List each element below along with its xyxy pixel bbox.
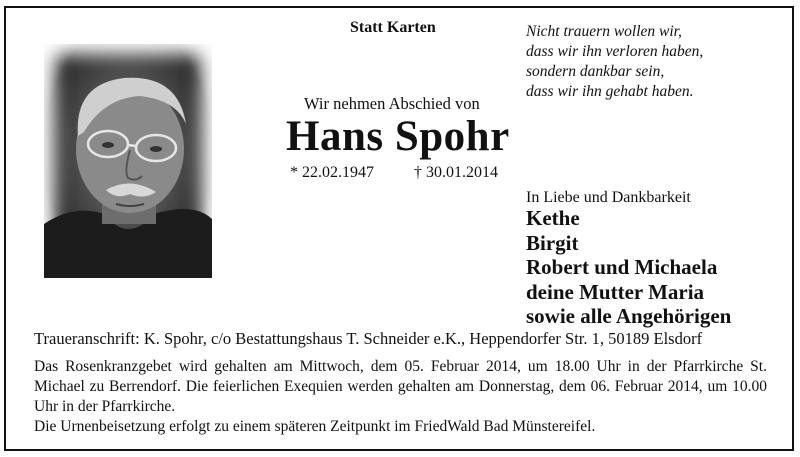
birth-date: * 22.02.1947 <box>290 164 374 181</box>
poem-line: sondern dankbar sein, <box>526 63 665 80</box>
death-date: † 30.01.2014 <box>414 164 498 181</box>
mourning-address: Traueranschrift: K. Spohr, c/o Bestattungshaus T. Schneider e.K., Heppendorfer Str. 1, 50189 Elsdorf <box>34 329 703 348</box>
deceased-name: Hans Spohr <box>286 113 510 160</box>
mourner-name: Birgit <box>526 230 579 255</box>
notice-header: Statt Karten <box>350 19 436 36</box>
burial-paragraph: Die Urnenbeisetzung erfolgt zu einem späteren Zeitpunkt im FriedWald Bad Münstereifel. <box>34 418 596 435</box>
portrait-photo <box>44 44 212 278</box>
poem-line: dass wir ihn gehabt haben. <box>526 83 694 100</box>
service-details <box>34 357 767 437</box>
mourner-name: deine Mutter Maria <box>526 279 705 304</box>
service-paragraph: Das Rosenkranzgebet wird gehalten am Mittwoch, dem 05. Februar 2014, um 18.00 Uhr in der Pfarrkirche St. Michael zu Berrendorf. Die feierlichen Exequien werden gehalten am Donnerstag, dem 06. Februar 2014, um 10.00 Uhr in der Pfarrkirche. <box>34 358 767 415</box>
mourners-intro: In Liebe und Dankbarkeit <box>526 189 691 206</box>
farewell-intro: Wir nehmen Abschied von <box>304 94 480 113</box>
mourner-name: sowie alle Angehörigen <box>526 304 732 328</box>
mourner-name: Kethe <box>526 206 580 230</box>
poem-line: dass wir ihn verloren haben, <box>526 43 704 60</box>
poem <box>526 22 703 102</box>
mourners-list <box>526 206 731 329</box>
mourner-name: Robert und Michaela <box>526 255 718 279</box>
poem-line: Nicht trauern wollen wir, <box>526 23 682 40</box>
portrait-illustration <box>44 44 212 278</box>
